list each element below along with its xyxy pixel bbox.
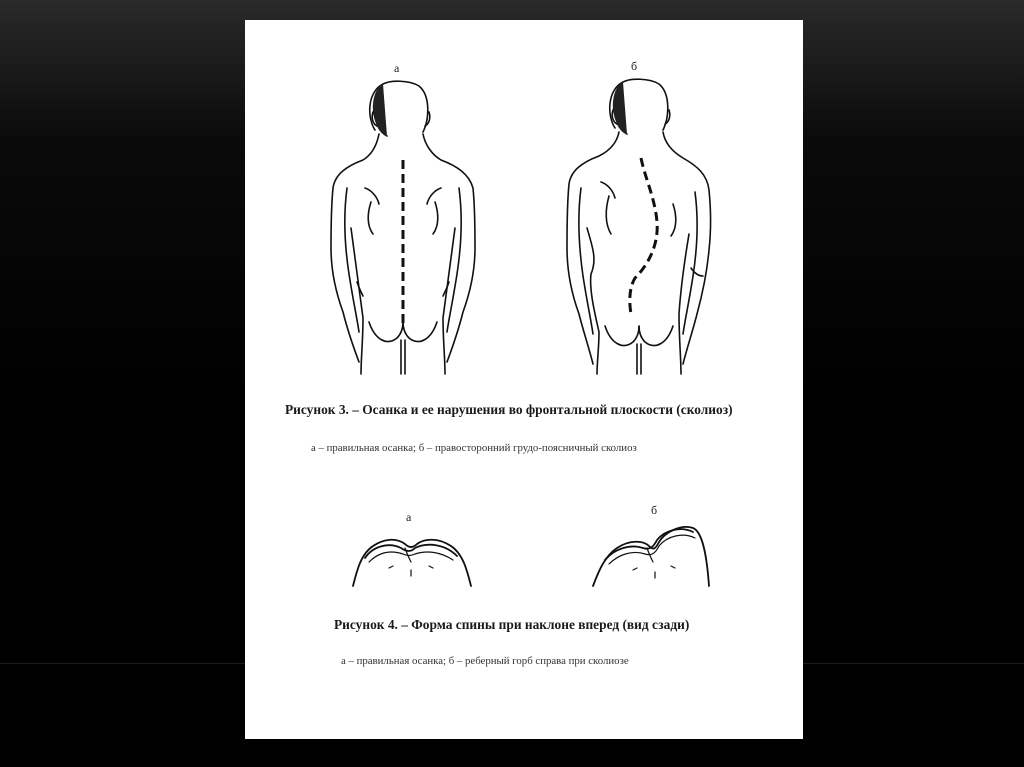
- fig3-label-a: а: [394, 61, 400, 75]
- figure4-title: Рисунок 4. – Форма спины при наклоне вперед (вид сзади): [334, 617, 690, 632]
- fig4-label-b: б: [651, 503, 658, 517]
- document-page: [245, 20, 803, 739]
- figure3-subtitle: а – правильная осанка; б – правосторонний грудо-поясничный сколиоз: [311, 442, 637, 454]
- figure4-subtitle: а – правильная осанка; б – реберный горб справа при сколиозе: [341, 655, 629, 667]
- figure-scoliosis-back: [561, 78, 716, 376]
- fig4-label-a: а: [406, 510, 412, 524]
- figure3-title: Рисунок 3. – Осанка и ее нарушения во фронтальной плоскости (сколиоз): [285, 402, 733, 417]
- figure-normal-posture-back: [327, 78, 482, 376]
- figure-forward-bend-normal: [349, 528, 475, 590]
- fig3-label-b: б: [631, 59, 638, 73]
- figure-forward-bend-rib-hump: [589, 518, 713, 590]
